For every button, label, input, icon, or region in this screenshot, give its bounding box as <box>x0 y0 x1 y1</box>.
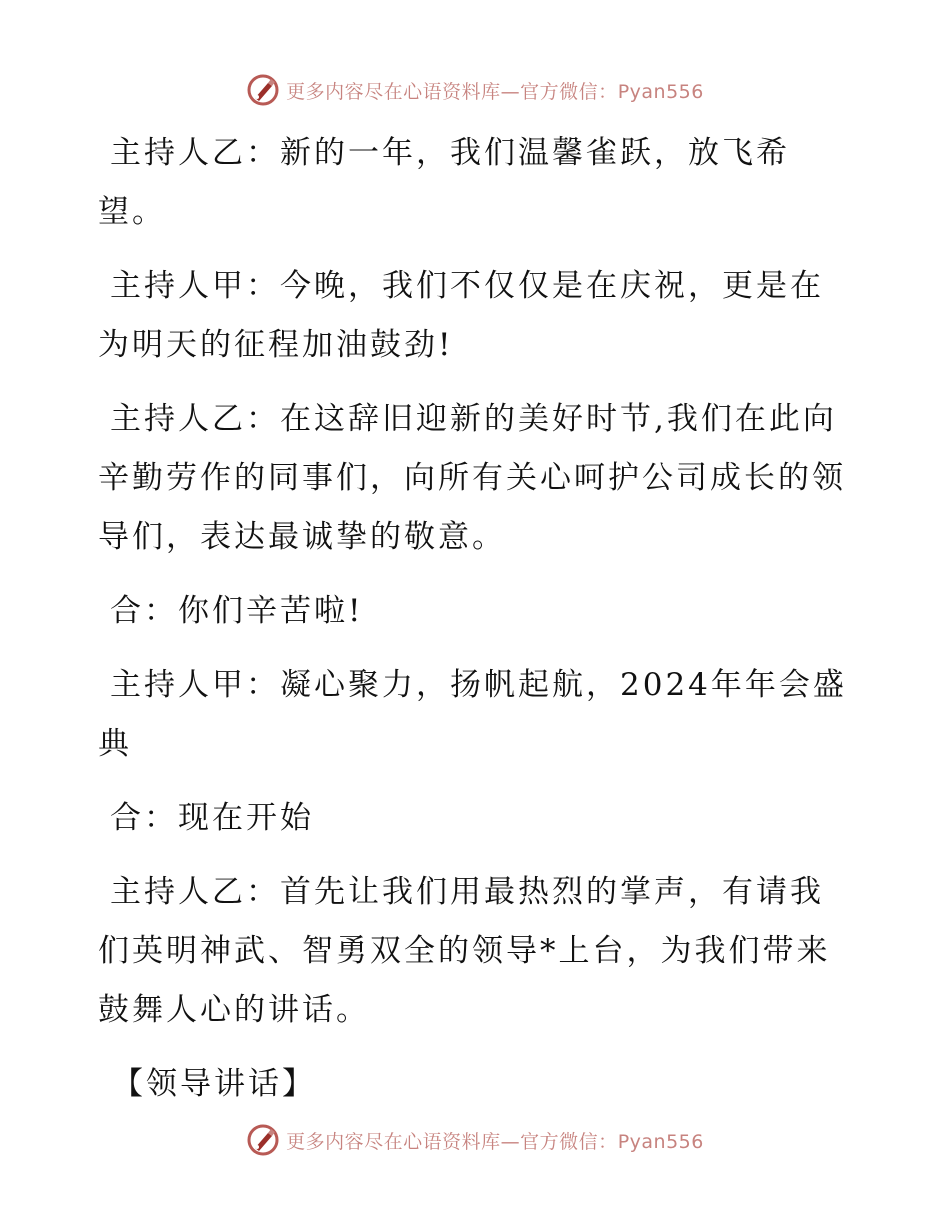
paragraph-1 <box>98 124 858 242</box>
paragraph-3 <box>98 390 858 567</box>
banner-text <box>286 1127 704 1154</box>
paragraph-line: 鼓舞人心的讲话。 <box>98 992 370 1028</box>
banner-title: 更多内容尽在心语资料库 <box>286 1130 501 1153</box>
wechat-id: Pyan556 <box>617 80 704 103</box>
paragraph-line: 为明天的征程加油鼓劲! <box>98 327 454 363</box>
banner-title: 更多内容尽在心语资料库 <box>286 80 501 103</box>
paragraph-line: 导们，表达最诚挚的敬意。 <box>98 519 506 555</box>
section-heading: 【领导讲话】 <box>112 1066 316 1102</box>
document-body <box>98 124 858 1114</box>
footer-banner <box>0 1120 950 1160</box>
wechat-label: 官方微信： <box>520 1130 618 1153</box>
wechat-id: Pyan556 <box>617 1130 704 1153</box>
wechat-label: 官方微信： <box>520 80 618 103</box>
banner-separator: — <box>500 80 521 103</box>
pen-logo-icon <box>246 73 280 107</box>
paragraph-6 <box>98 789 858 848</box>
paragraph-4 <box>98 582 858 641</box>
paragraph-line: 合：你们辛苦啦! <box>110 593 364 629</box>
banner-separator: — <box>500 1130 521 1153</box>
paragraph-line: 主持人乙：新的一年，我们温馨雀跃，放飞希 <box>110 135 790 171</box>
paragraph-line: 主持人甲：凝心聚力，扬帆起航，2024年年会盛 <box>110 667 847 703</box>
paragraph-2 <box>98 257 858 375</box>
paragraph-7 <box>98 863 858 1040</box>
paragraph-line: 主持人甲：今晚，我们不仅仅是在庆祝，更是在 <box>110 268 824 304</box>
paragraph-5 <box>98 656 858 774</box>
paragraph-line: 望。 <box>98 194 166 230</box>
banner-text <box>286 77 704 104</box>
paragraph-line: 典 <box>98 726 132 762</box>
paragraph-line: 主持人乙：在这辞旧迎新的美好时节,我们在此向 <box>110 401 837 437</box>
paragraph-line: 们英明神武、智勇双全的领导*上台，为我们带来 <box>98 933 831 969</box>
paragraph-line: 合：现在开始 <box>110 800 314 836</box>
paragraph-line: 主持人乙：首先让我们用最热烈的掌声，有请我 <box>110 874 824 910</box>
header-banner <box>0 70 950 110</box>
pen-logo-icon <box>246 1123 280 1157</box>
paragraph-line: 辛勤劳作的同事们，向所有关心呵护公司成长的领 <box>98 460 846 496</box>
